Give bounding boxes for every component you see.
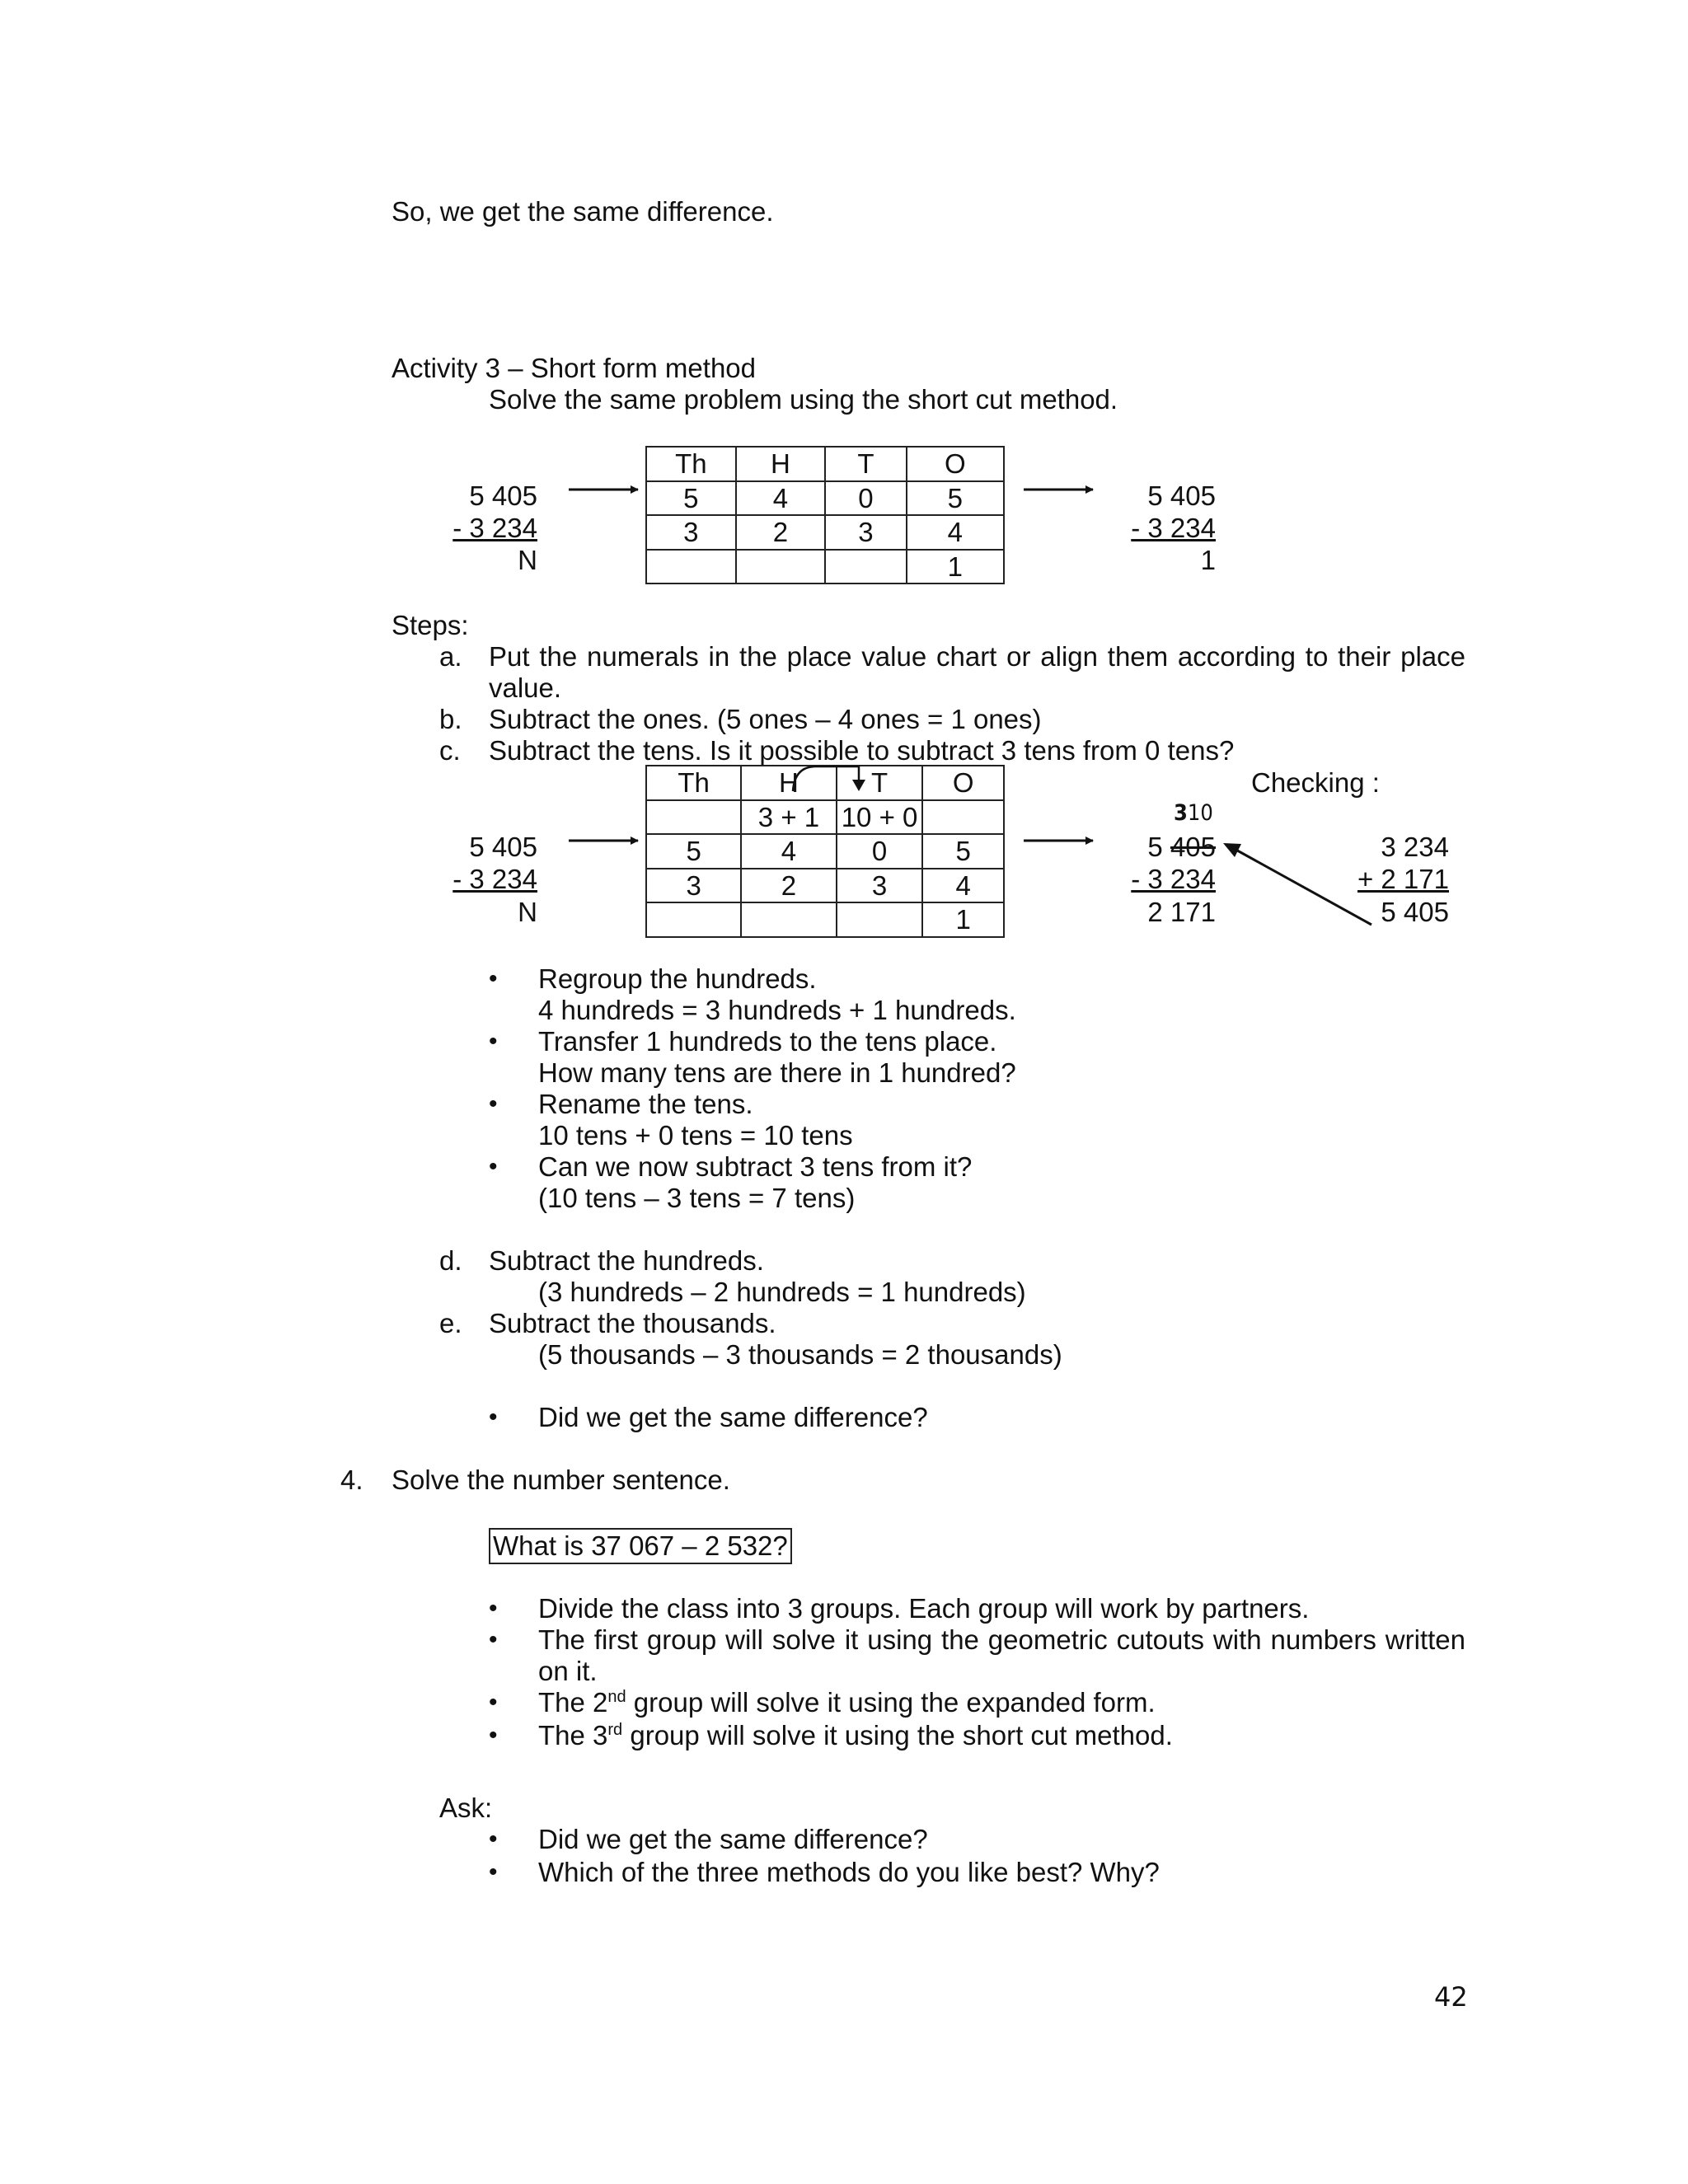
bullet-text: The first group will solve it using the geometric cutouts with numbers written — [538, 1624, 1465, 1655]
step-b-marker: b. — [439, 704, 462, 734]
problem-unknown: N — [518, 897, 537, 927]
header-tens: T — [837, 766, 923, 800]
text-part: group will solve it using the expanded form. — [626, 1687, 1156, 1718]
problem-minuend: 5 405 — [469, 832, 537, 862]
regroup-digits — [1174, 800, 1213, 827]
header-hundreds: H — [741, 766, 836, 800]
step-a-text-cont: value. — [489, 673, 562, 703]
bullet-text: on it. — [538, 1656, 598, 1686]
bullet-text: 10 tens + 0 tens = 10 tens — [538, 1120, 853, 1151]
cell: 5 — [922, 834, 1004, 869]
bullet-icon: • — [489, 1595, 498, 1622]
step-e-sub: (5 thousands – 3 thousands = 2 thousands) — [538, 1339, 1062, 1370]
step-c-marker: c. — [439, 735, 461, 766]
ask-label: Ask: — [439, 1793, 493, 1823]
step-b-text: Subtract the ones. (5 ones – 4 ones = 1 ones) — [489, 704, 1042, 734]
header-thousands: Th — [646, 766, 741, 800]
regroup-cell — [646, 800, 741, 835]
checking-sum: 5 405 — [1381, 897, 1449, 927]
problem-subtrahend: - 3 234 — [452, 513, 537, 543]
cell: 5 — [907, 481, 1004, 516]
bullet-icon: • — [489, 1404, 498, 1431]
cell: 0 — [825, 481, 907, 516]
superscript: rd — [607, 1721, 623, 1739]
regroup-cell: 3 + 1 — [741, 800, 836, 835]
step-d-text: Subtract the hundreds. — [489, 1245, 764, 1276]
arrow-right-icon — [567, 478, 641, 503]
place-value-chart-1 — [645, 446, 1005, 584]
header-ones: O — [907, 447, 1004, 481]
problem-unknown: N — [518, 545, 537, 575]
ask-question-2: Which of the three methods do you like best? Why? — [538, 1857, 1160, 1887]
steps-label: Steps: — [392, 610, 469, 640]
step-e-text: Subtract the thousands. — [489, 1308, 776, 1338]
result-answer: 1 — [1200, 545, 1216, 575]
cell — [825, 550, 907, 584]
checking-addend-1: 3 234 — [1381, 832, 1449, 862]
cell: 1 — [907, 550, 1004, 584]
text-part: The 3 — [538, 1720, 608, 1750]
activity-instruction: Solve the same problem using the short cut method. — [489, 384, 1118, 415]
minuend-struck: 405 — [1170, 832, 1216, 862]
bullet-icon: • — [489, 1722, 498, 1749]
header-ones: O — [922, 766, 1004, 800]
bullet-text: How many tens are there in 1 hundred? — [538, 1057, 1016, 1088]
bullet-icon: • — [489, 1626, 498, 1653]
bullet-text — [538, 1686, 1156, 1719]
intro-line: So, we get the same difference. — [392, 196, 774, 227]
bullet-icon: • — [489, 1689, 498, 1716]
bullet-icon: • — [489, 1028, 498, 1055]
cell: 5 — [646, 834, 741, 869]
activity-title: Activity 3 – Short form method — [392, 353, 757, 383]
cell: 4 — [741, 834, 836, 869]
step-d-sub: (3 hundreds – 2 hundreds = 1 hundreds) — [538, 1277, 1026, 1307]
text-part: The 2 — [538, 1687, 608, 1718]
cell: 5 — [646, 481, 736, 516]
arrow-right-icon — [1022, 478, 1096, 503]
bullet-icon: • — [489, 1090, 498, 1118]
bullet-icon: • — [489, 1858, 498, 1886]
cell: 3 — [837, 869, 923, 903]
same-difference-question: Did we get the same difference? — [538, 1402, 928, 1432]
text-part: group will solve it using the short cut method. — [622, 1720, 1173, 1750]
page-number: 42 — [1434, 1981, 1468, 2013]
cell: 4 — [907, 515, 1004, 550]
cell — [736, 550, 825, 584]
bullet-text: Regroup the hundreds. — [538, 963, 817, 994]
cell: 3 — [646, 869, 741, 903]
step-a-marker: a. — [439, 641, 462, 672]
bullet-icon: • — [489, 1825, 498, 1853]
bullet-text: Transfer 1 hundreds to the tens place. — [538, 1026, 997, 1057]
checking-diagonal-arrow-icon — [1217, 839, 1381, 930]
bullet-icon: • — [489, 965, 498, 992]
superscript: nd — [607, 1688, 626, 1706]
header-thousands: Th — [646, 447, 736, 481]
arrow-right-icon — [1022, 829, 1096, 854]
header-tens: T — [825, 447, 907, 481]
result-subtrahend: - 3 234 — [1131, 864, 1216, 894]
cell: 1 — [922, 902, 1004, 937]
problem-subtrahend: - 3 234 — [452, 864, 537, 894]
cell — [646, 550, 736, 584]
bullet-text: 4 hundreds = 3 hundreds + 1 hundreds. — [538, 995, 1016, 1025]
cell: 3 — [825, 515, 907, 550]
checking-addend-2: + 2 171 — [1357, 864, 1449, 894]
bullet-text: (10 tens – 3 tens = 7 tens) — [538, 1183, 856, 1213]
arrow-right-icon — [567, 829, 641, 854]
cell — [646, 902, 741, 937]
bullet-text: Rename the tens. — [538, 1089, 753, 1119]
step-c-text: Subtract the tens. Is it possible to subtract 3 tens from 0 tens? — [489, 735, 1235, 766]
problem-minuend: 5 405 — [469, 480, 537, 511]
regroup-digit-hundreds: 3 — [1174, 800, 1188, 826]
header-hundreds: H — [736, 447, 825, 481]
regroup-cell: 10 + 0 — [837, 800, 923, 835]
bullet-icon: • — [489, 1153, 498, 1180]
cell — [837, 902, 923, 937]
cell: 3 — [646, 515, 736, 550]
cell — [741, 902, 836, 937]
cell: 4 — [922, 869, 1004, 903]
regroup-cell — [922, 800, 1004, 835]
ask-question-1: Did we get the same difference? — [538, 1824, 928, 1854]
step-a-text: Put the numerals in the place value chart or align them according to their place — [489, 641, 1465, 672]
bullet-text: Can we now subtract 3 tens from it? — [538, 1151, 973, 1182]
step-d-marker: d. — [439, 1245, 462, 1276]
boxed-question: What is 37 067 – 2 532? — [489, 1528, 792, 1564]
cell: 2 — [736, 515, 825, 550]
result-minuend: 5 405 — [1147, 480, 1216, 511]
cell: 2 — [741, 869, 836, 903]
result-subtrahend: - 3 234 — [1131, 513, 1216, 543]
checking-label: Checking : — [1251, 767, 1380, 798]
regroup-curved-arrow-icon — [783, 760, 882, 793]
regroup-digit-tens: 10 — [1187, 800, 1213, 826]
bullet-text — [538, 1719, 1173, 1752]
cell: 0 — [837, 834, 923, 869]
result-minuend — [1104, 831, 1216, 864]
bullet-text: Divide the class into 3 groups. Each group will work by partners. — [538, 1593, 1310, 1624]
item-4-text: Solve the number sentence. — [392, 1465, 730, 1495]
result-answer: 2 171 — [1147, 897, 1216, 927]
item-4-marker: 4. — [340, 1465, 363, 1495]
cell: 4 — [736, 481, 825, 516]
minuend-thousands: 5 — [1147, 832, 1170, 862]
step-e-marker: e. — [439, 1308, 462, 1338]
